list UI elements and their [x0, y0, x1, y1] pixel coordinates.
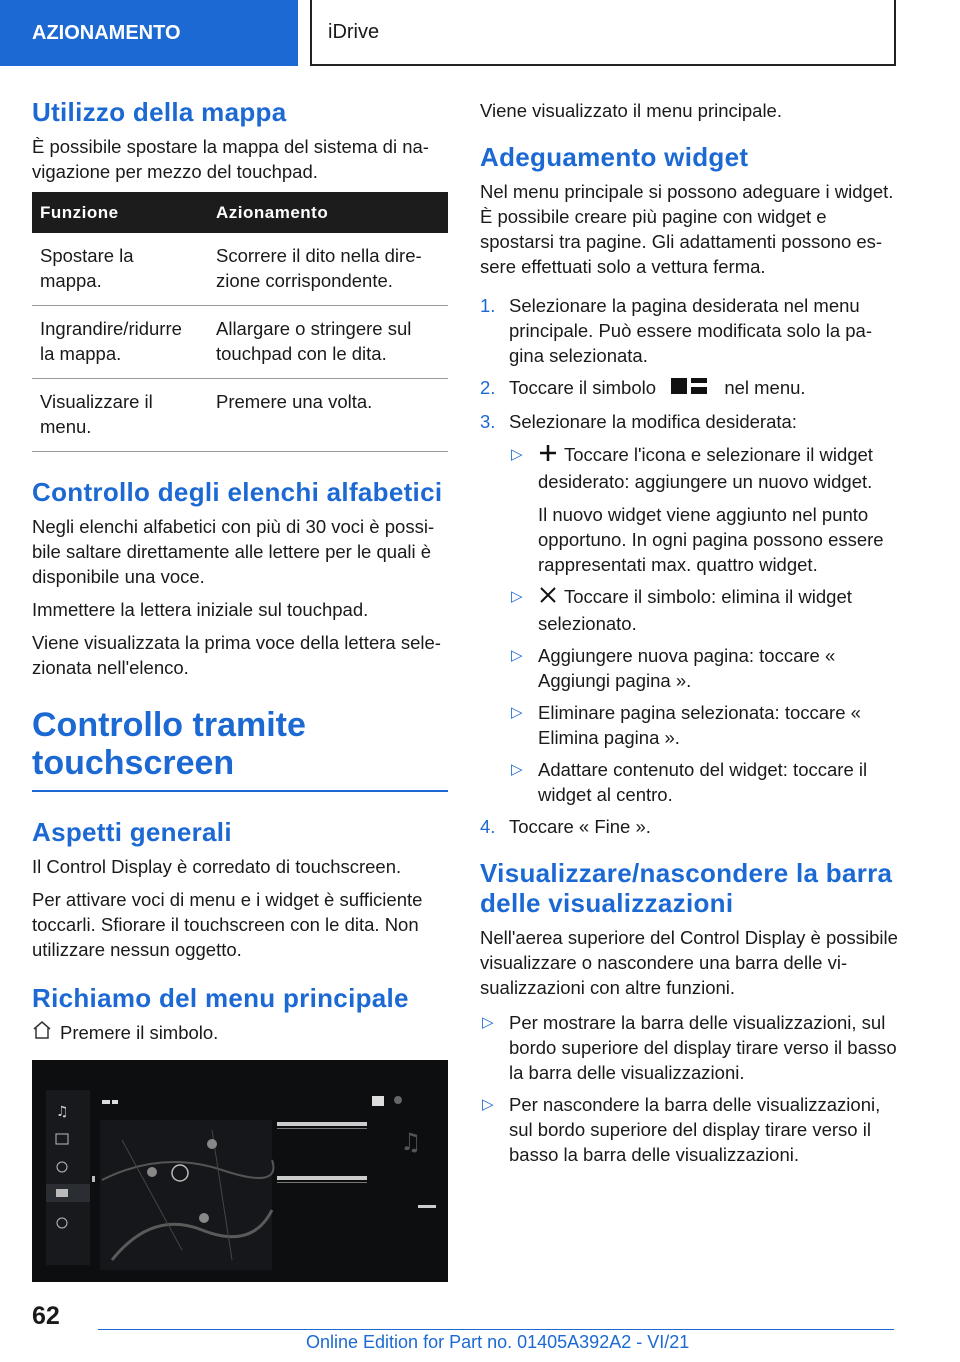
list-item	[509, 757, 900, 807]
step-text: Toccare il simbolo	[509, 376, 657, 398]
sub-text: Aggiungere nuova pagina: toccare « Aggiungi pagina ».	[538, 645, 836, 692]
plus-icon	[538, 443, 558, 469]
sub-list	[509, 442, 900, 807]
triangle-bullet-icon: ▷	[482, 1014, 494, 1031]
triangle-bullet-icon: ▷	[511, 761, 523, 779]
paragraph: Per attivare voci di menu e i widget è sufficiente toccarli. Sfiorare il touchscreen con le dita. Non utilizzare nessun oggetto.	[32, 888, 423, 960]
steps-list	[480, 293, 900, 839]
table-cell: Spostare la mappa.	[32, 233, 208, 306]
list-item	[509, 700, 900, 750]
sub-text: Adattare contenuto del widget: toccare il widget al centro.	[538, 759, 868, 806]
page-number: 62	[32, 1302, 60, 1330]
step-number: 4.	[480, 816, 496, 838]
table-cell: Allargare o stringere sul touchpad con le dita.	[208, 305, 448, 378]
bullet-text: Per nascondere la barra delle visualizzazioni, sul bordo superiore del display tirare verso il basso la barra delle visualizzazioni.	[509, 1094, 881, 1165]
footer-rule	[98, 1329, 894, 1330]
heading-barra: Visualizzare/nascondere la barra delle visualizzazioni	[480, 858, 893, 919]
chapter-label: iDrive	[328, 20, 380, 43]
function-table	[32, 192, 448, 452]
triangle-bullet-icon: ▷	[482, 1096, 494, 1113]
table-header: Funzione	[32, 192, 208, 233]
section-label: AZIONAMENTO	[32, 21, 181, 44]
paragraph: Il Control Display è corredato di touchscreen.	[32, 855, 402, 877]
paragraph: Negli elenchi alfabetici con più di 30 voci è possibile saltare direttamente alle lettere per le quali è disponibile una voce.	[32, 515, 435, 587]
paragraph: Nel menu principale si possono adeguare i widget. È possibile creare più pagine con widget e spostarsi tra pagine. Gli adattamenti possono essere effettuati solo a vettura ferma.	[480, 180, 894, 277]
list-item	[480, 375, 900, 402]
control-display-screenshot	[32, 1060, 448, 1282]
triangle-bullet-icon: ▷	[511, 588, 523, 606]
step-text: Selezionare la modifica desiderata:	[509, 411, 797, 432]
step-text: nel menu.	[724, 376, 806, 398]
triangle-bullet-icon: ▷	[511, 446, 523, 463]
right-column	[480, 98, 900, 1174]
chapter-tab	[310, 0, 896, 66]
list-item	[480, 814, 900, 839]
heading-alfabetici: Controllo degli elenchi alfabetici	[32, 476, 443, 507]
step-number: 1.	[480, 294, 496, 316]
step-number: 2.	[480, 376, 496, 398]
widget-edit-icon	[671, 376, 709, 402]
svg-text:♫: ♫	[400, 1127, 422, 1156]
triangle-bullet-icon: ▷	[511, 647, 523, 665]
table-cell: Scorrere il dito nella direzione corrispondente.	[208, 233, 448, 306]
sub-text: Eliminare pagina selezionata: toccare « Elimina pagina ».	[538, 702, 861, 749]
sub-text: Toccare l'icona e selezionare il widget desiderato: aggiungere un nuovo widget.	[538, 444, 873, 493]
table-cell: Ingrandire/ridurre la mappa.	[32, 305, 208, 378]
paragraph: Viene visualizzata la prima voce della lettera selezionata nell'elenco.	[32, 631, 441, 678]
table-row	[32, 233, 448, 306]
heading-touchscreen: Controllo tramite touchscreen	[32, 705, 306, 782]
step-text: Toccare « Fine ».	[509, 816, 651, 838]
richiamo-text: Premere il simbolo.	[60, 1022, 219, 1044]
step-number: 3.	[480, 411, 496, 432]
svg-text:♫: ♫	[56, 1103, 69, 1120]
list-item	[480, 409, 900, 807]
bullet-text: Per mostrare la barra delle visualizzazioni, sul bordo superiore del display tirare verso il basso la barra delle visualizzazioni.	[509, 1012, 897, 1083]
edition-note: Online Edition for Part no. 01405A392A2 - VI/21	[306, 1332, 690, 1352]
section-rule	[32, 790, 448, 792]
heading-widget: Adeguamento widget	[480, 142, 749, 172]
list-item	[480, 293, 900, 368]
section-tab	[0, 0, 298, 66]
paragraph: Viene visualizzato il menu principale.	[480, 100, 782, 121]
paragraph	[32, 1020, 448, 1046]
list-item	[480, 1010, 900, 1085]
table-cell: Visualizzare il menu.	[32, 378, 208, 451]
paragraph: Immettere la lettera iniziale sul touchpad.	[32, 598, 369, 620]
triangle-bullet-icon: ▷	[511, 704, 523, 722]
paragraph: È possibile spostare la mappa del sistema di navigazione per mezzo del touchpad.	[32, 135, 429, 182]
sub-note: Il nuovo widget viene aggiunto nel punto opportuno. In ogni pagina possono essere rappresentati max. quattro widget.	[538, 504, 884, 576]
heading-generali: Aspetti generali	[32, 816, 232, 847]
home-icon	[32, 1020, 52, 1046]
paragraph: Nell'aerea superiore del Control Display è possibile visualizzare o nascondere una barra delle visualizzazioni con altre funzioni.	[480, 927, 898, 998]
sub-text: Toccare il simbolo: elimina il widget selezionato.	[538, 586, 852, 635]
list-item	[480, 1092, 900, 1167]
table-cell: Premere una volta.	[208, 378, 448, 451]
barra-list	[480, 1010, 900, 1167]
list-item	[509, 643, 900, 693]
left-column	[32, 98, 448, 1282]
list-item	[509, 442, 900, 577]
table-row	[32, 378, 448, 451]
close-icon	[538, 585, 558, 611]
step-text: Selezionare la pagina desiderata nel menu principale. Può essere modificata solo la pagina selezionata.	[509, 294, 873, 366]
heading-mappa: Utilizzo della mappa	[32, 97, 287, 127]
list-item	[509, 584, 900, 636]
table-header: Azionamento	[208, 192, 448, 233]
table-row	[32, 305, 448, 378]
heading-richiamo: Richiamo del menu principale	[32, 982, 409, 1013]
